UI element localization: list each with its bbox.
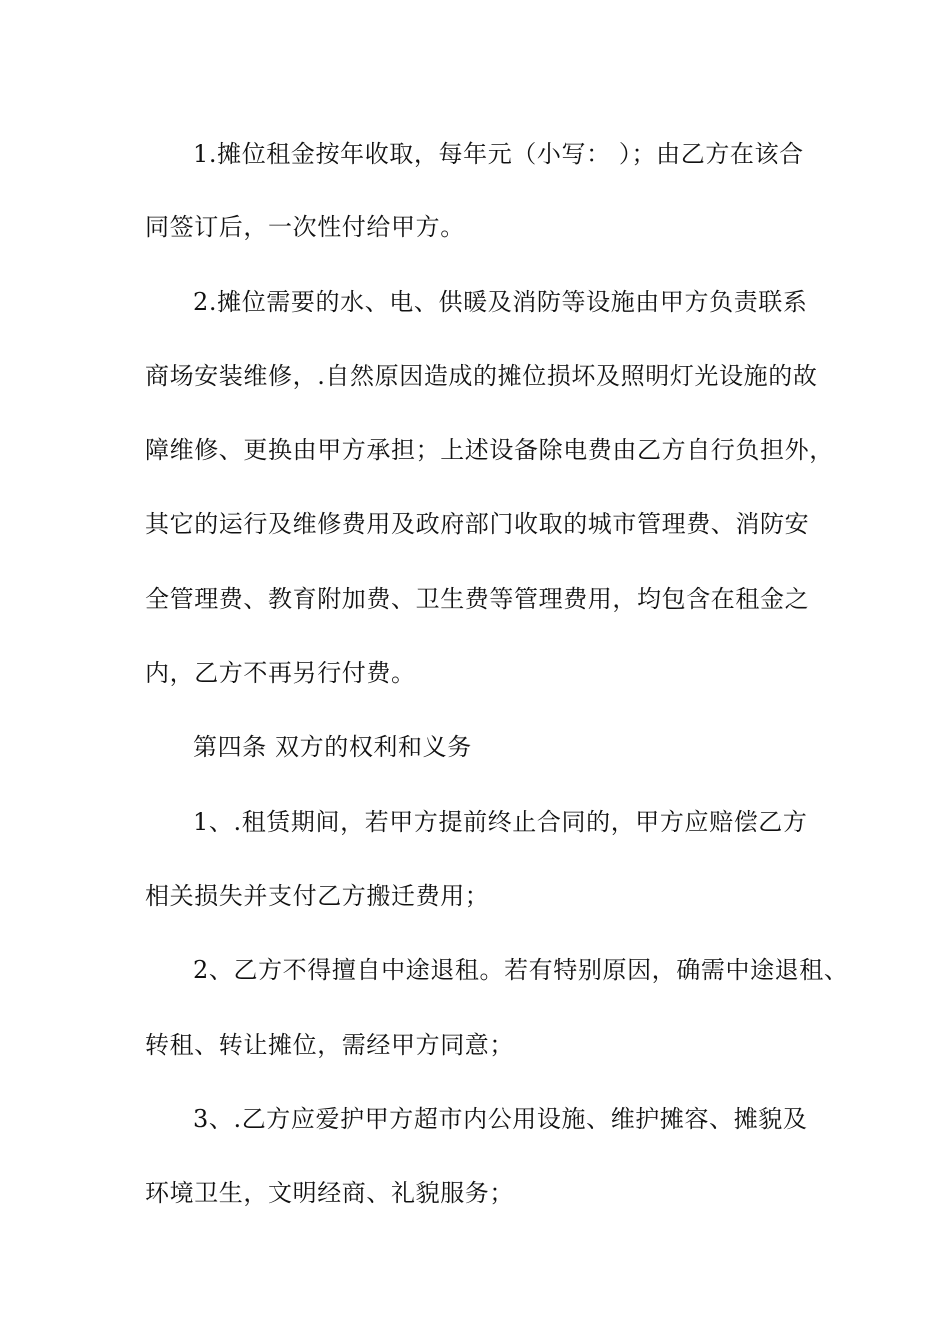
paragraph-line-4: 商场安装维修，.自然原因造成的摊位损坏及照明灯光设施的故 bbox=[145, 362, 818, 390]
paragraph-line-15: 环境卫生，文明经商、礼貌服务； bbox=[145, 1179, 514, 1207]
paragraph-line-8: 内，乙方不再另行付费。 bbox=[145, 659, 416, 687]
paragraph-line-10: 1、.租赁期间，若甲方提前终止合同的，甲方应赔偿乙方 bbox=[193, 808, 808, 836]
section-heading: 第四条 双方的权利和义务 bbox=[193, 733, 472, 761]
paragraph-line-7: 全管理费、教育附加费、卫生费等管理费用，均包含在租金之 bbox=[145, 585, 810, 613]
paragraph-line-13: 转租、转让摊位，需经甲方同意； bbox=[145, 1031, 514, 1059]
paragraph-line-3: 2.摊位需要的水、电、供暖及消防等设施由甲方负责联系 bbox=[193, 288, 808, 316]
paragraph-line-12: 2、乙方不得擅自中途退租。若有特别原因，确需中途退租、 bbox=[193, 956, 849, 984]
paragraph-line-6: 其它的运行及维修费用及政府部门收取的城市管理费、消防安 bbox=[145, 510, 810, 538]
paragraph-line-11: 相关损失并支付乙方搬迁费用； bbox=[145, 882, 490, 910]
paragraph-line-14: 3、.乙方应爱护甲方超市内公用设施、维护摊容、摊貌及 bbox=[193, 1105, 808, 1133]
paragraph-line-2: 同签订后，一次性付给甲方。 bbox=[145, 213, 465, 241]
paragraph-line-5: 障维修、更换由甲方承担；上述设备除电费由乙方自行负担外， bbox=[145, 436, 834, 464]
paragraph-line-1: 1.摊位租金按年收取，每年元（小写： ）；由乙方在该合 bbox=[193, 140, 804, 168]
